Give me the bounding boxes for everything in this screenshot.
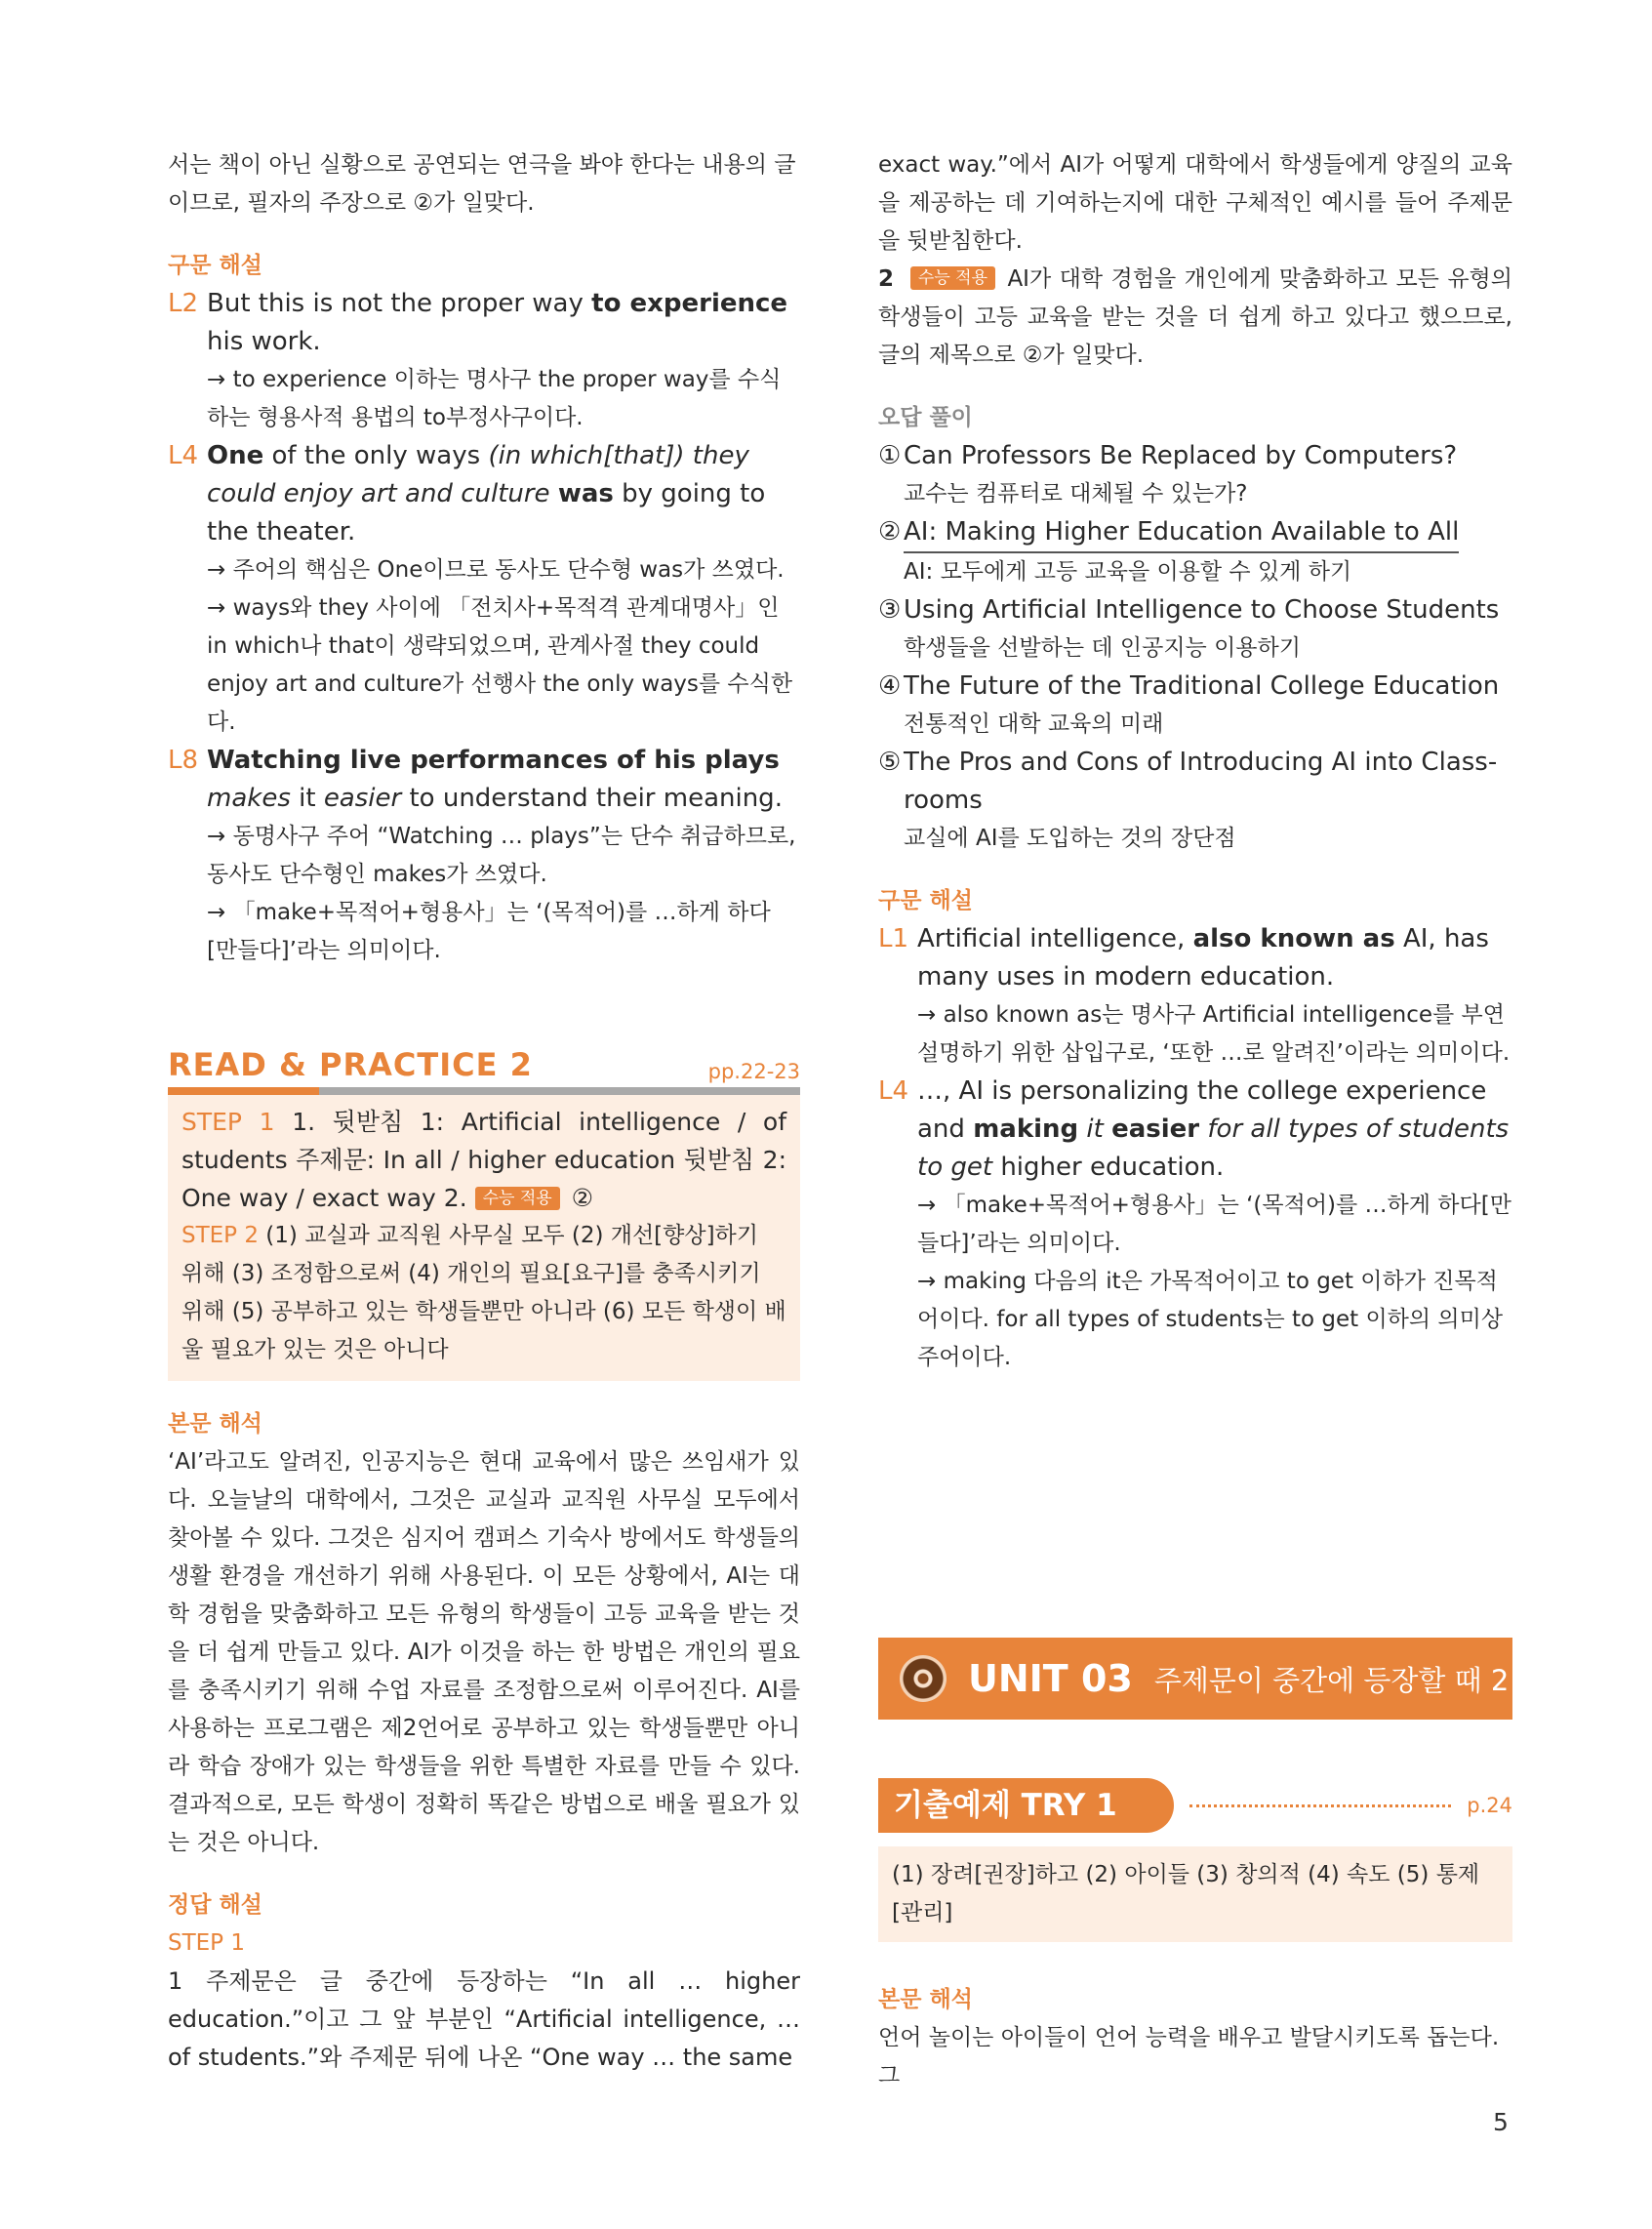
try-answer-box <box>878 1846 1512 1942</box>
translation-text: ‘AI’라고도 알려진, 인공지능은 현대 교육에서 많은 쓰임새가 있다. 오늘날의 대학에서, 그것은 교실과 교직원 사무실 모두에서 찾아볼 수 있다. 그것은 심지어 캠퍼스 기숙사 방에서도 학생들의 생활 환경을 개선하기 위해 사용된다. 이 모든 상황에서, AI는 대학 경험을 맞춤화하고 모든 유형의 학생들이 고등 교육을 받는 것을 더 쉽게 만들고 있다. AI가 이것을 하는 한 방법은 개인의 필요를 충족시키기 위해 수업 자료를 조정함으로써 이루어진다. AI를 사용하는 프로그램은 제2언어로 공부하고 있는 학생들뿐만 아니라 학습 장애가 있는 학생들을 위한 특별한 자료를 만들 수 있다. 결과적으로, 모든 학생이 정확히 똑같은 방법으로 배울 필요가 있는 것은 아니다. <box>168 1449 800 1855</box>
syntax-note: → also known as는 명사구 Artificial intelligence를 부연 설명하기 위한 삽입구로, ‘또한 …로 알려진’이라는 의미이다. <box>917 1002 1511 1066</box>
left-column <box>168 146 800 2077</box>
syntax-note: → 주어의 핵심은 One이므로 동사도 단수형 was가 쓰였다. <box>207 557 785 583</box>
syntax-l1 <box>878 920 1512 996</box>
unit-label: UNIT 03 <box>968 1657 1133 1700</box>
option-english: The Pros and Cons of Introducing AI into Class-rooms <box>904 748 1498 815</box>
read-practice-title: READ & PRACTICE 2 <box>168 1046 533 1083</box>
syntax-l4-right <box>878 1073 1512 1187</box>
header-rule <box>168 1087 800 1095</box>
option-4 <box>878 668 1512 744</box>
option-number: ① <box>878 441 902 470</box>
option-number: ⑤ <box>878 748 902 777</box>
sentence-text: to understand their meaning. <box>401 784 783 813</box>
syntax-note: → to experience 이하는 명사구 the proper way를 수식하는 형용사적 용법의 to부정사구이다. <box>207 367 782 430</box>
try-header <box>878 1778 1512 1833</box>
wrong-answer-heading: 오답 풀이 <box>878 405 973 430</box>
option-2 <box>878 513 1512 591</box>
sentence-text <box>1104 1114 1111 1144</box>
syntax-heading-right: 구문 해설 <box>878 888 973 913</box>
syntax-note: → making 다음의 it은 가목적어이고 to get 이하가 진목적어이다. for all types of students는 to get 이하의 의미상 주어이다. <box>917 1269 1504 1370</box>
answer1-continuation: exact way.”에서 AI가 어떻게 대학에서 학생들에게 양질의 교육을 제공하는 데 기여하는지에 대한 구체적인 예시를 들어 주제문을 뒷받침한다. <box>878 152 1512 254</box>
line-label: L4 <box>168 441 199 470</box>
sentence-bold: to experience <box>591 289 788 318</box>
step-label: STEP 2 <box>181 1223 259 1248</box>
sentence-italic: it <box>1086 1114 1104 1144</box>
intro-text: 서는 책이 아닌 실황으로 공연되는 연극을 봐야 한다는 내용의 글이므로, 필자의 주장으로 ②가 일맞다. <box>168 152 796 216</box>
syntax-l2 <box>168 285 800 361</box>
page-number: 5 <box>1493 2108 1509 2136</box>
option-english: Can Professors Be Replaced by Computers? <box>904 441 1458 470</box>
disc-icon <box>900 1655 947 1702</box>
sentence-italic: for all types of students to get <box>917 1114 1510 1182</box>
syntax-note: → 「make+목적어+형용사」는 ‘(목적어)를 …하게 하다[만들다]’라는 의미이다. <box>917 1193 1511 1256</box>
step-text: ② <box>563 1184 594 1212</box>
right-column <box>878 146 1512 1377</box>
option-english: Using Artificial Intelligence to Choose Students <box>904 595 1500 625</box>
dotted-leader <box>1189 1804 1452 1807</box>
try-tab: 기출예제 TRY 1 <box>878 1778 1174 1833</box>
answer-box <box>168 1095 800 1381</box>
sentence-text: his work. <box>207 327 321 356</box>
sentence-text: by going to the theater. <box>207 479 766 547</box>
line-label: L4 <box>878 1076 909 1106</box>
step-text: 1. 뒷받침 1: Artificial intelligence / of students 주제문: In all / higher education 뒷받침 2: One way / exact way 2. <box>181 1108 786 1212</box>
sentence-text: …, AI is personalizing the college experience and <box>917 1076 1487 1144</box>
sentence-bold: making <box>973 1114 1079 1144</box>
option-korean: 교실에 AI를 도입하는 것의 장단점 <box>904 826 1236 851</box>
sentence-bold: One <box>207 441 264 470</box>
option-number: ② <box>878 517 902 547</box>
sentence-text: AI, has many uses in modern education. <box>917 924 1489 992</box>
option-number: ③ <box>878 595 902 625</box>
sentence-text <box>550 479 558 508</box>
suneung-badge: 수능 적용 <box>910 266 995 290</box>
syntax-note: → 동명사구 주어 “Watching … plays”는 단수 취급하므로, 동사도 단수형인 makes가 쓰였다. <box>207 824 796 887</box>
bottom-translation <box>878 1981 1512 2095</box>
line-label: L1 <box>878 924 909 953</box>
option-5 <box>878 744 1512 858</box>
sentence-bold: easier <box>1111 1114 1200 1144</box>
sentence-text: higher education. <box>992 1153 1225 1182</box>
option-1 <box>878 437 1512 513</box>
option-3 <box>878 591 1512 668</box>
translation-heading-right: 본문 해석 <box>878 1987 973 2012</box>
step2-answers <box>181 1217 786 1369</box>
option-korean: 전통적인 대학 교육의 미래 <box>904 711 1164 737</box>
option-number: ④ <box>878 671 902 701</box>
syntax-note: → 「make+목적어+형용사」는 ‘(목적어)를 …하게 하다[만들다]’라는 의미이다. <box>207 900 771 963</box>
sentence-text: Artificial intelligence, <box>917 924 1193 953</box>
answer1-text: 1 주제문은 글 중간에 등장하는 “In all … higher education.”이고 그 앞 부분인 “Artificial intelligence, … of students.”와 주제문 뒤에 나온 “One way … the same <box>168 1967 800 2071</box>
option-english: The Future of the Traditional College Education <box>904 671 1500 701</box>
syntax-heading: 구문 해설 <box>168 253 262 278</box>
line-label: L2 <box>168 289 199 318</box>
try-answers: (1) 장려[권장]하고 (2) 아이들 (3) 창의적 (4) 속도 (5) 통제[관리] <box>892 1862 1480 1925</box>
unit-title: 주제문이 중간에 등장할 때 2 <box>1153 1663 1510 1697</box>
syntax-l4 <box>168 437 800 551</box>
sentence-text: But this is not the proper way <box>207 289 592 318</box>
sentence-italic: easier <box>323 784 402 813</box>
step1-answers <box>181 1103 786 1217</box>
step1-label: STEP 1 <box>168 1930 245 1956</box>
read-practice-pages: pp.22-23 <box>707 1060 800 1083</box>
sentence-italic: makes <box>207 784 291 813</box>
option-korean: 학생들을 선발하는 데 인공지능 이용하기 <box>904 635 1301 661</box>
sentence-bold: was <box>557 479 614 508</box>
question-number: 2 <box>878 266 895 292</box>
step-label: STEP 1 <box>181 1108 275 1136</box>
syntax-l8 <box>168 742 800 818</box>
translation-heading: 본문 해석 <box>168 1411 262 1437</box>
syntax-note: → ways와 they 사이에 「전치사+목적격 관계대명사」인 in which나 that이 생략되었으며, 관계사절 they could enjoy art and culture가 선행사 the only ways를 수식한다. <box>207 595 793 735</box>
try-page: p.24 <box>1467 1794 1512 1817</box>
answer2-text <box>878 261 1512 375</box>
answer-text: AI가 대학 경험을 개인에게 맞춤화하고 모든 유형의 학생들이 고등 교육을 받는 것을 더 쉽게 하고 있다고 했으므로, 글의 제목으로 ②가 일맞다. <box>878 266 1512 368</box>
unit-banner <box>878 1638 1512 1720</box>
suneung-badge: 수능 적용 <box>475 1187 560 1210</box>
sentence-bold: Watching live performances of his plays <box>207 746 780 775</box>
sentence-text: of the only ways <box>263 441 489 470</box>
read-practice-header <box>168 1038 800 1083</box>
option-korean: AI: 모두에게 고등 교육을 이용할 수 있게 하기 <box>904 559 1352 585</box>
step-text: (1) 교실과 교직원 사무실 모두 (2) 개선[향상]하기 위해 (3) 조정함으로써 (4) 개인의 필요[요구]를 충족시키기 위해 (5) 공부하고 있는 학생들뿐만 아니라 (6) 모든 학생이 배울 필요가 있는 것은 아니다 <box>181 1223 786 1362</box>
option-korean: 교수는 컴퓨터로 대체될 수 있는가? <box>904 481 1248 507</box>
sentence-text: it <box>290 784 324 813</box>
line-label: L8 <box>168 746 199 775</box>
sentence-italic: (in which[that]) they could enjoy art and culture <box>207 441 749 508</box>
translation-text-right: 언어 놀이는 아이들이 언어 능력을 배우고 발달시키도록 돕는다. 그 <box>878 2025 1500 2088</box>
option-english: AI: Making Higher Education Available to All <box>904 513 1459 553</box>
answer-heading: 정답 해설 <box>168 1892 262 1918</box>
sentence-bold: also known as <box>1192 924 1395 953</box>
